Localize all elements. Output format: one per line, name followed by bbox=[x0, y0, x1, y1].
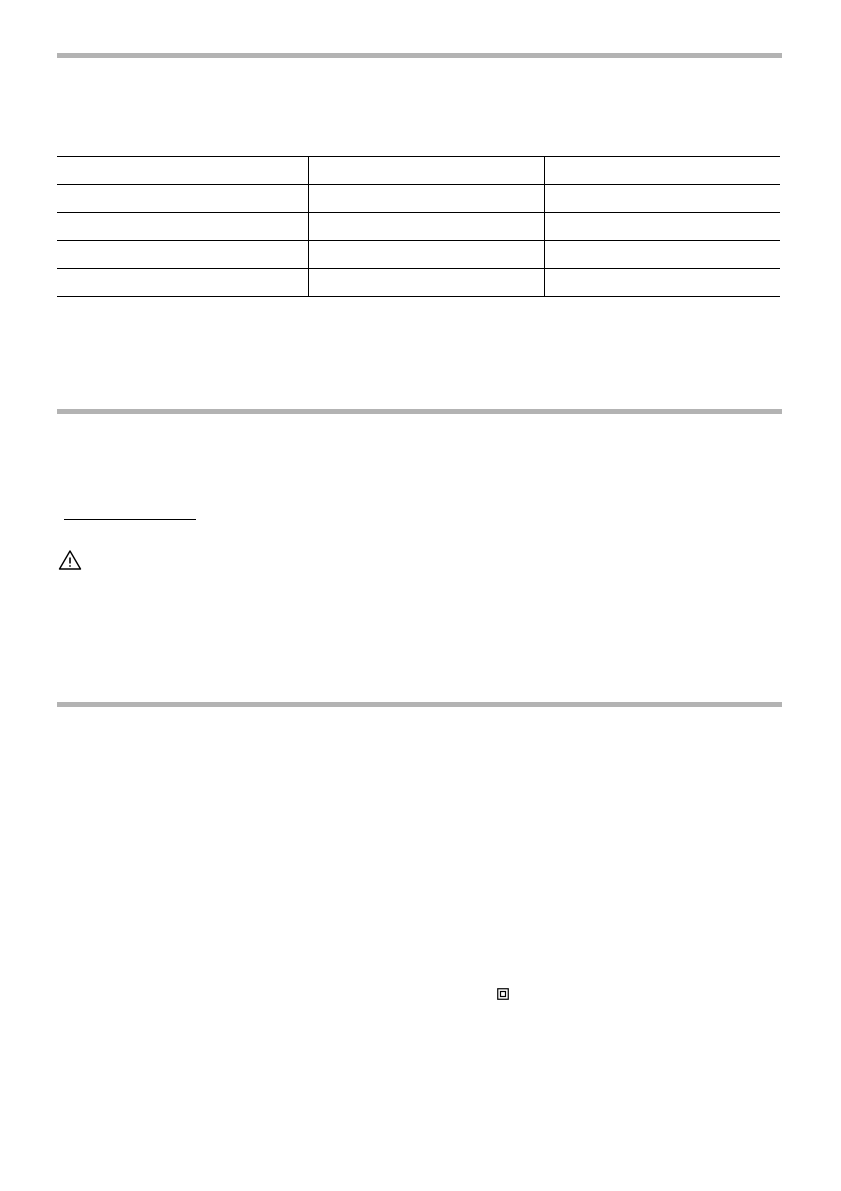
table-row bbox=[57, 213, 780, 241]
table-cell bbox=[308, 185, 544, 213]
double-insulation-icon bbox=[497, 988, 509, 1000]
table-cell bbox=[308, 213, 544, 241]
table-cell bbox=[544, 157, 780, 185]
table-cell bbox=[57, 241, 308, 269]
table-cell bbox=[544, 241, 780, 269]
section-divider-bottom bbox=[57, 702, 782, 707]
table-cell bbox=[57, 185, 308, 213]
table-row bbox=[57, 269, 780, 297]
table-cell bbox=[308, 157, 544, 185]
warning-triangle-icon bbox=[58, 549, 82, 571]
table-cell bbox=[57, 269, 308, 297]
table-cell bbox=[308, 241, 544, 269]
table-row bbox=[57, 157, 780, 185]
specifications-table bbox=[57, 156, 780, 297]
table-cell bbox=[544, 269, 780, 297]
table-cell bbox=[308, 269, 544, 297]
table-cell bbox=[544, 185, 780, 213]
section-divider-top bbox=[57, 53, 782, 58]
table-cell bbox=[544, 213, 780, 241]
table-row bbox=[57, 241, 780, 269]
safety-heading bbox=[64, 501, 196, 520]
table-row bbox=[57, 185, 780, 213]
table-cell bbox=[57, 157, 308, 185]
section-divider-middle bbox=[57, 409, 782, 414]
table-cell bbox=[57, 213, 308, 241]
